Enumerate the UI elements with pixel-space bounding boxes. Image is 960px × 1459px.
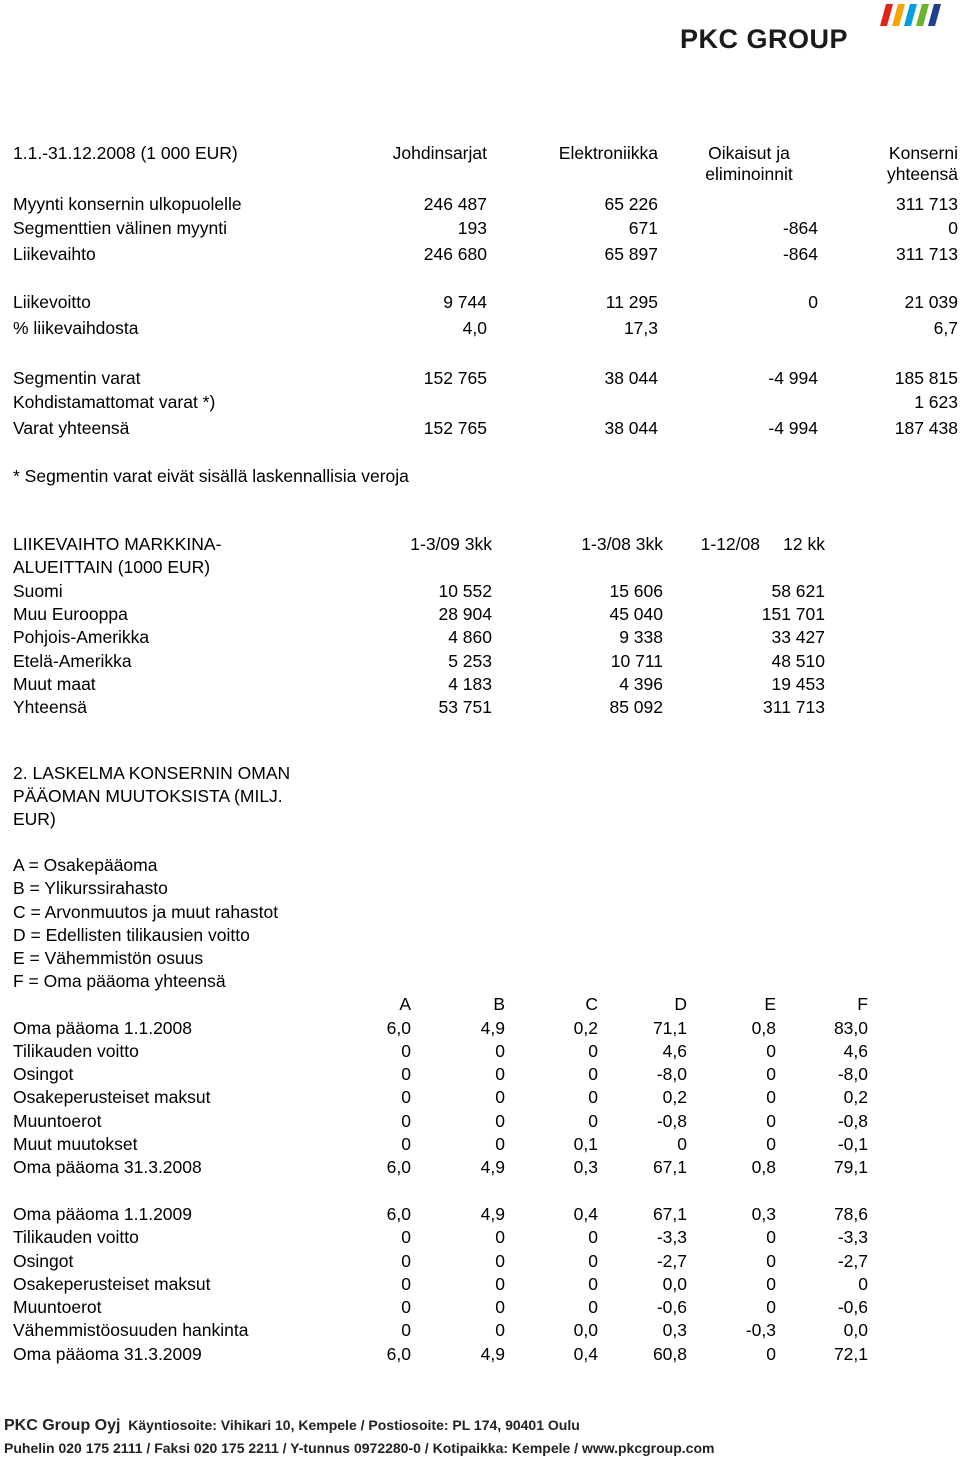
segment-cell: 21 039 xyxy=(904,292,958,312)
equity-cell: 6,0 xyxy=(386,1018,411,1038)
equity-row-label: Tilikauden voitto xyxy=(13,1041,139,1061)
col-header-elektroniikka: Elektroniikka xyxy=(558,143,658,163)
equity-cell: 4,6 xyxy=(662,1041,687,1061)
equity-row-label: Muuntoerot xyxy=(13,1111,102,1131)
equity-cell: 0 xyxy=(495,1111,505,1131)
segment-cell: 6,7 xyxy=(933,318,958,338)
segment-cell: 246 487 xyxy=(423,194,487,214)
equity-cell: 60,8 xyxy=(652,1344,687,1364)
market-cell: 15 606 xyxy=(609,581,663,601)
equity-cell: 0 xyxy=(588,1227,598,1247)
equity-cell: 0 xyxy=(495,1297,505,1317)
equity-cell: 0 xyxy=(401,1227,411,1247)
market-row-label: Muu Eurooppa xyxy=(13,604,128,624)
equity-cell: 0 xyxy=(495,1064,505,1084)
equity-row-label: Osingot xyxy=(13,1251,74,1271)
market-row-label: Suomi xyxy=(13,581,63,601)
equity-cell: 0,3 xyxy=(662,1320,687,1340)
equity-cell: 0 xyxy=(401,1111,411,1131)
equity-cell: 0 xyxy=(766,1344,776,1364)
segment-cell: 9 744 xyxy=(443,292,487,312)
equity-cell: 0,0 xyxy=(573,1320,598,1340)
equity-cell: 0 xyxy=(766,1227,776,1247)
equity-legend-item: A = Osakepääoma xyxy=(13,855,158,875)
equity-row-label: Osakeperusteiset maksut xyxy=(13,1274,211,1294)
market-cell: 4 860 xyxy=(448,627,492,647)
equity-cell: 0,2 xyxy=(843,1087,868,1107)
market-cell: 53 751 xyxy=(438,697,492,717)
equity-cell: 0 xyxy=(401,1134,411,1154)
equity-cell: 79,1 xyxy=(833,1157,868,1177)
equity-cell: 6,0 xyxy=(386,1204,411,1224)
equity-cell: 0 xyxy=(766,1111,776,1131)
equity-title-line: EUR) xyxy=(13,809,56,829)
segment-cell: 11 295 xyxy=(605,292,658,312)
market-title-2: ALUEITTAIN (1000 EUR) xyxy=(13,557,211,577)
equity-cell: -2,7 xyxy=(837,1251,868,1271)
equity-cell: 0 xyxy=(495,1251,505,1271)
equity-cell: 0 xyxy=(401,1064,411,1084)
equity-col-header: C xyxy=(585,994,598,1014)
equity-row-label: Oma pääoma 1.1.2008 xyxy=(13,1018,193,1038)
equity-cell: 0 xyxy=(495,1041,505,1061)
equity-cell: 0 xyxy=(401,1041,411,1061)
segment-row-label: Myynti konsernin ulkopuolelle xyxy=(13,194,242,214)
equity-cell: 0 xyxy=(766,1297,776,1317)
col-header-eliminoinnit: eliminoinnit xyxy=(705,164,793,184)
equity-cell: 0 xyxy=(766,1251,776,1271)
equity-cell: 0 xyxy=(401,1274,411,1294)
segment-row-label: Varat yhteensä xyxy=(13,418,130,438)
equity-cell: 0 xyxy=(495,1134,505,1154)
equity-cell: 71,1 xyxy=(652,1018,687,1038)
equity-cell: 4,9 xyxy=(480,1344,505,1364)
equity-cell: 4,9 xyxy=(480,1157,505,1177)
equity-cell: -0,8 xyxy=(656,1111,687,1131)
segment-cell: 187 438 xyxy=(894,418,958,438)
col-header-johdinsarjat: Johdinsarjat xyxy=(392,143,487,163)
equity-cell: 0,1 xyxy=(573,1134,598,1154)
market-title-1: LIIKEVAIHTO MARKKINA- xyxy=(13,534,222,554)
segment-row-label: Liikevoitto xyxy=(13,292,91,312)
equity-cell: 0 xyxy=(766,1064,776,1084)
segment-cell: 152 765 xyxy=(423,418,487,438)
equity-cell: -8,0 xyxy=(656,1064,687,1084)
equity-cell: 6,0 xyxy=(386,1157,411,1177)
equity-cell: 0,3 xyxy=(751,1204,776,1224)
equity-cell: -3,3 xyxy=(837,1227,868,1247)
col-header-oikaisut: Oikaisut ja xyxy=(708,143,790,163)
equity-legend-item: D = Edellisten tilikausien voitto xyxy=(13,925,250,945)
market-cell: 85 092 xyxy=(609,697,663,717)
market-cell: 28 904 xyxy=(438,604,492,624)
market-row-label: Pohjois-Amerikka xyxy=(13,627,150,647)
segment-cell: 1 623 xyxy=(914,392,958,412)
segment-cell: 671 xyxy=(628,218,658,238)
market-cell: 48 510 xyxy=(771,651,825,671)
equity-cell: 0,2 xyxy=(662,1087,687,1107)
segment-row-label: Segmenttien välinen myynti xyxy=(13,218,227,238)
equity-cell: 0,4 xyxy=(573,1204,598,1224)
equity-cell: -2,7 xyxy=(656,1251,687,1271)
equity-cell: 0 xyxy=(766,1087,776,1107)
equity-cell: -8,0 xyxy=(837,1064,868,1084)
equity-cell: 0 xyxy=(766,1134,776,1154)
segment-row-label: Segmentin varat xyxy=(13,368,141,388)
segment-cell: 193 xyxy=(457,218,487,238)
equity-cell: 0 xyxy=(588,1251,598,1271)
market-cell: 19 453 xyxy=(771,674,825,694)
equity-cell: 0 xyxy=(495,1087,505,1107)
equity-cell: 72,1 xyxy=(833,1344,868,1364)
equity-cell: 0 xyxy=(401,1251,411,1271)
segment-period-heading: 1.1.-31.12.2008 (1 000 EUR) xyxy=(13,143,238,163)
equity-col-header: D xyxy=(674,994,687,1014)
segment-cell: 0 xyxy=(948,218,958,238)
equity-cell: 0,3 xyxy=(573,1157,598,1177)
equity-cell: 0 xyxy=(588,1297,598,1317)
market-row-label: Yhteensä xyxy=(13,697,87,717)
segment-cell: -864 xyxy=(782,218,818,238)
segment-cell: 311 713 xyxy=(896,244,958,264)
equity-cell: 83,0 xyxy=(833,1018,868,1038)
footer-address: Käyntiosoite: Vihikari 10, Kempele / Postiosoite: PL 174, 90401 Oulu xyxy=(128,1417,580,1433)
equity-cell: 0 xyxy=(495,1320,505,1340)
market-cell: 10 711 xyxy=(610,651,663,671)
market-cell: 10 552 xyxy=(438,581,492,601)
logo-stripes-icon xyxy=(880,4,942,26)
market-cell: 4 396 xyxy=(619,674,663,694)
equity-cell: 0 xyxy=(401,1297,411,1317)
market-col-header-12kk: 12 kk xyxy=(783,534,825,554)
market-col-header-q1-08: 1-3/08 3kk xyxy=(581,534,663,554)
equity-cell: 0 xyxy=(495,1227,505,1247)
equity-cell: 67,1 xyxy=(652,1157,687,1177)
equity-row-label: Oma pääoma 1.1.2009 xyxy=(13,1204,193,1224)
segment-cell: 65 897 xyxy=(604,244,658,264)
equity-cell: 0 xyxy=(401,1087,411,1107)
equity-cell: -0,1 xyxy=(837,1134,868,1154)
market-cell: 9 338 xyxy=(619,627,663,647)
equity-cell: 4,6 xyxy=(843,1041,868,1061)
equity-cell: 78,6 xyxy=(833,1204,868,1224)
equity-legend-item: B = Ylikurssirahasto xyxy=(13,878,168,898)
equity-cell: 0 xyxy=(677,1134,687,1154)
equity-cell: 0 xyxy=(588,1064,598,1084)
segment-row-label: % liikevaihdosta xyxy=(13,318,139,338)
segment-cell: 152 765 xyxy=(423,368,487,388)
market-cell: 58 621 xyxy=(771,581,825,601)
segment-cell: 65 226 xyxy=(604,194,658,214)
segment-footnote: * Segmentin varat eivät sisällä laskennallisia veroja xyxy=(13,466,409,486)
segment-cell: -864 xyxy=(782,244,818,264)
segment-cell: -4 994 xyxy=(768,368,818,388)
equity-cell: 0 xyxy=(588,1274,598,1294)
equity-cell: 0 xyxy=(588,1041,598,1061)
market-col-header-fy08: 1-12/08 xyxy=(700,534,760,554)
segment-cell: -4 994 xyxy=(768,418,818,438)
segment-cell: 17,3 xyxy=(623,318,658,338)
equity-cell: -0,3 xyxy=(745,1320,776,1340)
equity-cell: 4,9 xyxy=(480,1018,505,1038)
market-cell: 151 701 xyxy=(761,604,825,624)
market-cell: 4 183 xyxy=(448,674,492,694)
segment-cell: 246 680 xyxy=(423,244,487,264)
equity-cell: 0,4 xyxy=(573,1344,598,1364)
market-row-label: Muut maat xyxy=(13,674,96,694)
company-footer xyxy=(4,1414,714,1459)
market-cell: 5 253 xyxy=(448,651,492,671)
equity-row-label: Osingot xyxy=(13,1064,74,1084)
equity-cell: -0,8 xyxy=(837,1111,868,1131)
equity-row-label: Oma pääoma 31.3.2009 xyxy=(13,1344,202,1364)
market-cell: 45 040 xyxy=(609,604,663,624)
equity-col-header: E xyxy=(764,994,776,1014)
segment-cell: 38 044 xyxy=(604,368,658,388)
footer-contact: Puhelin 020 175 2111 / Faksi 020 175 2211 / Y-tunnus 0972280-0 / Kotipaikka: Kempele / www.pkcgroup.com xyxy=(4,1440,715,1456)
equity-legend-item: E = Vähemmistön osuus xyxy=(13,948,204,968)
equity-cell: 0 xyxy=(588,1111,598,1131)
equity-col-header: B xyxy=(493,994,505,1014)
segment-cell: 311 713 xyxy=(896,194,958,214)
equity-cell: 0 xyxy=(766,1274,776,1294)
segment-cell: 185 815 xyxy=(894,368,958,388)
equity-col-header: F xyxy=(857,994,868,1014)
equity-row-label: Tilikauden voitto xyxy=(13,1227,139,1247)
equity-cell: 0 xyxy=(766,1041,776,1061)
equity-cell: 0 xyxy=(858,1274,868,1294)
segment-row-label: Liikevaihto xyxy=(13,244,96,264)
equity-col-header: A xyxy=(399,994,411,1014)
equity-cell: -0,6 xyxy=(837,1297,868,1317)
market-cell: 33 427 xyxy=(771,627,825,647)
equity-cell: 0,8 xyxy=(751,1157,776,1177)
equity-cell: 0,0 xyxy=(662,1274,687,1294)
equity-title-line: 2. LASKELMA KONSERNIN OMAN xyxy=(13,763,291,783)
equity-row-label: Oma pääoma 31.3.2008 xyxy=(13,1157,202,1177)
segment-cell: 38 044 xyxy=(604,418,658,438)
equity-cell: 0 xyxy=(588,1087,598,1107)
equity-legend-item: C = Arvonmuutos ja muut rahastot xyxy=(13,902,279,922)
footer-company: PKC Group Oyj xyxy=(4,1417,121,1434)
equity-legend-item: F = Oma pääoma yhteensä xyxy=(13,971,226,991)
market-cell: 311 713 xyxy=(763,697,825,717)
equity-row-label: Osakeperusteiset maksut xyxy=(13,1087,211,1107)
equity-cell: -0,6 xyxy=(656,1297,687,1317)
equity-cell: 67,1 xyxy=(652,1204,687,1224)
market-col-header-q1-09: 1-3/09 3kk xyxy=(410,534,492,554)
col-header-yhteensa: yhteensä xyxy=(886,164,958,184)
equity-cell: 0 xyxy=(495,1274,505,1294)
segment-row-label: Kohdistamattomat varat *) xyxy=(13,392,216,412)
col-header-konserni: Konserni xyxy=(888,143,958,163)
equity-cell: 0 xyxy=(401,1320,411,1340)
equity-row-label: Muut muutokset xyxy=(13,1134,138,1154)
logo-wordmark: PKC GROUP xyxy=(680,24,849,54)
segment-cell: 0 xyxy=(808,292,818,312)
pkc-group-logo xyxy=(680,4,942,52)
equity-cell: 6,0 xyxy=(386,1344,411,1364)
market-row-label: Etelä-Amerikka xyxy=(13,651,132,671)
equity-title-line: PÄÄOMAN MUUTOKSISTA (MILJ. xyxy=(13,786,283,806)
equity-cell: 0,0 xyxy=(843,1320,868,1340)
equity-cell: 0,8 xyxy=(751,1018,776,1038)
equity-row-label: Vähemmistöosuuden hankinta xyxy=(13,1320,249,1340)
equity-cell: 0,2 xyxy=(573,1018,598,1038)
equity-cell: -3,3 xyxy=(656,1227,687,1247)
segment-cell: 4,0 xyxy=(462,318,487,338)
equity-row-label: Muuntoerot xyxy=(13,1297,102,1317)
equity-cell: 4,9 xyxy=(480,1204,505,1224)
